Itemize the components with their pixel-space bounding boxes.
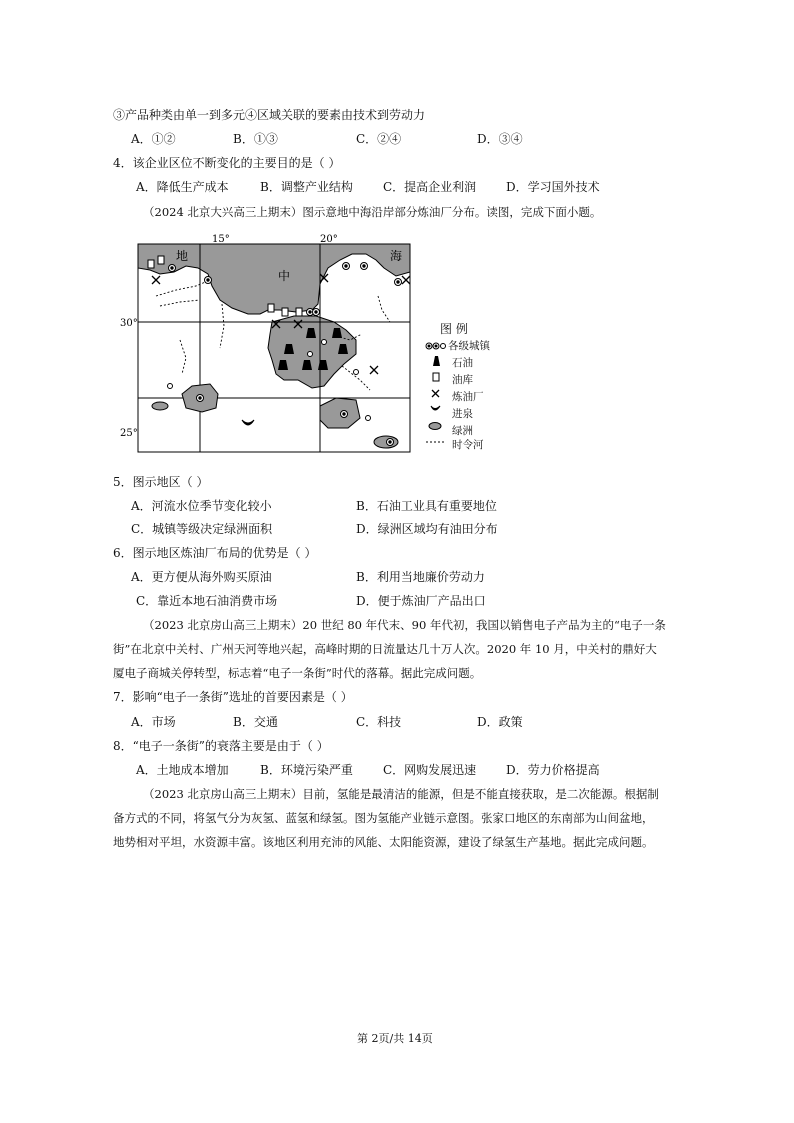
- q4-option-a[interactable]: A．降低生产成本: [136, 180, 229, 194]
- q4-option-d[interactable]: D．学习国外技术: [506, 180, 600, 194]
- legend-seasonal-river: 时令河: [452, 439, 484, 451]
- legend-oil: 石油: [452, 357, 473, 369]
- legend-symbols: [424, 338, 446, 456]
- q5-option-c[interactable]: C．城镇等级决定绿洲面积: [131, 522, 273, 536]
- zgc-intro-line1: （2023 北京房山高三上期末）20 世纪 80 年代末、90 年代初，我国以销售电子产品为主的“电子一条: [143, 618, 666, 632]
- oasis-icon: [429, 423, 441, 430]
- zgc-intro-line2: 街”在北京中关村、广州天河等地兴起，高峰时期的日流量达几十万人次。2020 年 10 月，中关村的鼎好大: [113, 642, 657, 656]
- h2-intro-line2: 备方式的不同，将氢气分为灰氢、蓝氢和绿氢。图为氢能产业链示意图。张家口地区的东南部为山间盆地，: [113, 811, 654, 825]
- lon-label-15: 15°: [212, 234, 230, 245]
- q7-option-a[interactable]: A．市场: [131, 715, 176, 729]
- q4-option-c[interactable]: C．提高企业利润: [383, 180, 477, 194]
- refinery-map: [120, 230, 420, 454]
- q3-option-d[interactable]: D．③④: [477, 132, 523, 146]
- q5-option-d[interactable]: D．绿洲区域均有油田分布: [356, 522, 498, 536]
- q6-option-b[interactable]: B．利用当地廉价劳动力: [356, 570, 485, 584]
- h2-intro-line3: 地势相对平坦，水资源丰富。该地区利用充沛的风能、太阳能资源，建设了绿氢生产基地。据此完成问题。: [113, 835, 654, 849]
- place-label-di: 地: [176, 249, 189, 263]
- q4-stem: 4．该企业区位不断变化的主要目的是（ ）: [113, 156, 341, 170]
- q3-option-b[interactable]: B．①③: [233, 132, 278, 146]
- q6-option-a[interactable]: A．更方便从海外购买原油: [131, 570, 272, 584]
- legend-depot: 油库: [452, 374, 473, 386]
- q4-option-b[interactable]: B．调整产业结构: [260, 180, 353, 194]
- q7-option-d[interactable]: D．政策: [477, 715, 523, 729]
- oil-depot-icon: [433, 373, 439, 381]
- q7-stem: 7．影响“电子一条街”选址的首要因素是（ ）: [113, 690, 353, 704]
- q8-option-a[interactable]: A．土地成本增加: [136, 763, 229, 777]
- q8-stem: 8．“电子一条街”的衰落主要是由于（ ）: [113, 739, 329, 753]
- spring-icon: [431, 406, 440, 410]
- place-label-zhong: 中: [278, 269, 291, 283]
- oasis: [152, 402, 168, 410]
- q3-option-c[interactable]: C．②④: [356, 132, 402, 146]
- legend-city: 各级城镇: [448, 340, 490, 352]
- legend-oasis: 绿洲: [452, 425, 473, 437]
- q8-option-b[interactable]: B．环境污染严重: [260, 763, 353, 777]
- q3-option-a[interactable]: A．①②: [131, 132, 176, 146]
- q5-option-b[interactable]: B．石油工业具有重要地位: [356, 499, 497, 513]
- q5-option-a[interactable]: A．河流水位季节变化较小: [131, 499, 272, 513]
- map-intro: （2024 北京大兴高三上期末）图示意地中海沿岸部分炼油厂分布。读图，完成下面小题。: [143, 205, 602, 219]
- city-icon: [426, 343, 446, 349]
- lon-label-20: 20°: [320, 234, 338, 245]
- q8-option-c[interactable]: C．网购发展迅速: [383, 763, 477, 777]
- q6-option-d[interactable]: D．便于炼油厂产品出口: [356, 594, 486, 608]
- q7-option-b[interactable]: B．交通: [233, 715, 278, 729]
- q7-option-c[interactable]: C．科技: [356, 715, 402, 729]
- q6-stem: 6．图示地区炼油厂布局的优势是（ ）: [113, 546, 317, 560]
- oil-well-icon: [433, 356, 440, 366]
- q6-option-c[interactable]: C．靠近本地石油消费市场: [136, 594, 278, 608]
- h2-intro-line1: （2023 北京房山高三上期末）目前，氢能是最清洁的能源，但是不能直接获取，是二次能源。根据制: [143, 787, 659, 801]
- oasis: [320, 398, 360, 428]
- q5-stem: 5．图示地区（ ）: [113, 475, 209, 489]
- legend-refinery: 炼油厂: [452, 391, 484, 403]
- q8-option-d[interactable]: D．劳力价格提高: [506, 763, 600, 777]
- page-footer: 第 2页/共 14页: [357, 1032, 433, 1045]
- place-label-hai: 海: [390, 249, 403, 263]
- q3-stem-tail: ③产品种类由单一到多元④区域关联的要素由技术到劳动力: [113, 108, 426, 122]
- refinery-icon: [432, 390, 439, 397]
- lat-label-25: 25°: [120, 428, 138, 439]
- legend-title: 图 例: [440, 322, 468, 336]
- zgc-intro-line3: 厦电子商城关停转型，标志着“电子一条街”时代的落幕。据此完成问题。: [113, 666, 482, 680]
- lat-label-30: 30°: [120, 318, 138, 329]
- legend-spring: 进泉: [452, 408, 473, 420]
